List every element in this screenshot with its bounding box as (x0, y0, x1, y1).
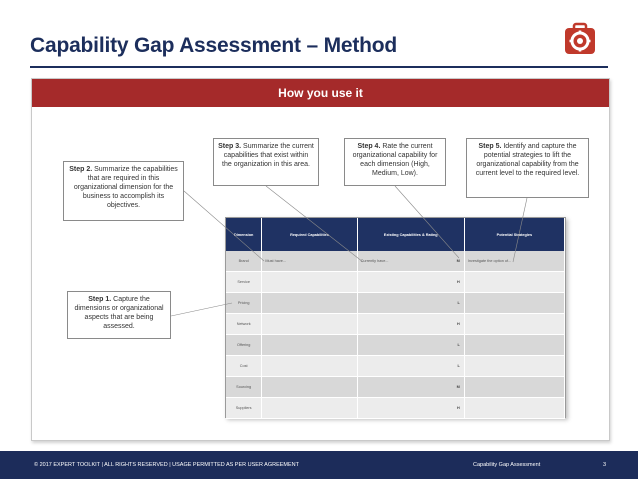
table-row (226, 397, 565, 418)
table-row (226, 251, 565, 272)
section-banner (32, 79, 609, 107)
cell-dimension: Sourcing (226, 376, 262, 397)
table-row (226, 335, 565, 356)
cell-dimension: Suppliers (226, 397, 262, 418)
callout-step4-text: Rate the current organizational capability for each dimension (High, Medium, Low). (352, 143, 438, 178)
callout-step3-text: Summarize the current capabilities that exist within the organization in this area. (222, 143, 314, 169)
rating-value: H (457, 322, 460, 327)
cell-dimension: Network (226, 314, 262, 335)
cell-required (262, 335, 357, 356)
cell-required (262, 376, 357, 397)
cell-strategies: Investigate the option of... (464, 251, 564, 272)
cell-strategies (464, 397, 564, 418)
cell-required (262, 355, 357, 376)
cell-existing (357, 397, 464, 418)
existing-text: Currently have... (360, 259, 389, 264)
rating-value: L (457, 301, 460, 306)
rating-value: H (457, 405, 460, 410)
cell-existing (357, 314, 464, 335)
table-row (226, 272, 565, 293)
page-title: Capability Gap Assessment – Method (30, 34, 398, 57)
cell-dimension: Cost (226, 355, 262, 376)
cell-existing (357, 355, 464, 376)
callout-step2 (63, 161, 184, 221)
cell-existing (357, 272, 464, 293)
cell-strategies (464, 293, 564, 314)
cell-required (262, 293, 357, 314)
cell-required (262, 272, 357, 293)
callout-step3 (213, 138, 319, 186)
callout-step2-text: Summarize the capabilities that are required in this organizational dimension for the business to accomplish its objectives. (73, 166, 178, 210)
callout-step3-label: Step 3. (218, 143, 242, 150)
cell-dimension: Service (226, 272, 262, 293)
callout-step5-text: Identify and capture the potential strategies to lift the organizational capability from the current level to the required level. (475, 143, 580, 178)
cell-required: Must have... (262, 251, 357, 272)
footer-bar (0, 451, 638, 479)
callout-step1-text: Capture the dimensions or organizational aspects that are being assessed. (74, 296, 164, 331)
cell-strategies (464, 272, 564, 293)
table-row (226, 355, 565, 376)
rating-value: L (457, 363, 460, 368)
rating-value: H (457, 280, 460, 285)
header-required: Required Capabilities (262, 218, 357, 251)
callout-step5 (466, 138, 589, 198)
footer-page-number: 3 (603, 462, 607, 468)
cell-existing (357, 376, 464, 397)
rating-value: M (456, 384, 460, 389)
cell-required (262, 314, 357, 335)
rating-value: M (456, 259, 460, 264)
cell-strategies (464, 314, 564, 335)
cell-existing (357, 251, 464, 272)
cell-strategies (464, 355, 564, 376)
table-row (226, 293, 565, 314)
callout-step2-label: Step 2. (69, 166, 93, 173)
title-divider (30, 66, 608, 68)
footer-deck-name: Capability Gap Assessment (473, 462, 541, 468)
header-dimension: Dimension (226, 218, 262, 251)
banner-label: How you use it (278, 86, 363, 100)
footer-copyright: © 2017 EXPERT TOOLKIT | ALL RIGHTS RESERVED | USAGE PERMITTED AS PER USER AGREEMENT (34, 462, 299, 468)
table-row (226, 376, 565, 397)
header-existing: Existing Capabilities & Rating (357, 218, 464, 251)
header-strategies: Potential Strategies (464, 218, 564, 251)
cell-dimension: Offering (226, 335, 262, 356)
cell-existing (357, 293, 464, 314)
cell-required (262, 397, 357, 418)
cell-dimension: Pricing (226, 293, 262, 314)
callout-step1 (67, 291, 171, 339)
callout-step4 (344, 138, 446, 186)
assessment-table (225, 217, 566, 418)
cell-strategies (464, 335, 564, 356)
callout-step4-label: Step 4. (357, 143, 381, 150)
gear-briefcase-icon (563, 22, 597, 56)
rating-value: L (457, 343, 460, 347)
cell-dimension: Brand (226, 251, 262, 272)
cell-existing (357, 335, 464, 356)
cell-strategies (464, 376, 564, 397)
callout-step5-label: Step 5. (478, 143, 502, 150)
callout-step1-label: Step 1. (88, 296, 112, 303)
table-row (226, 314, 565, 335)
